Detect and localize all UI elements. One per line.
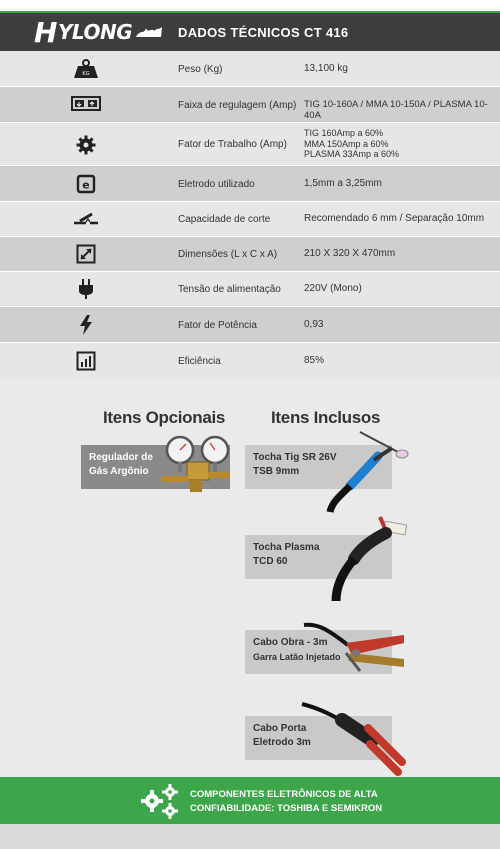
item-name-line: Cabo Porta	[253, 723, 307, 734]
spec-value: 85%	[304, 355, 325, 366]
spec-label: Eficiência	[178, 356, 221, 367]
electrode-holder-image	[298, 700, 410, 778]
spec-row-efficiency	[0, 343, 500, 379]
spec-value: 220V (Mono)	[304, 283, 362, 294]
spec-value: 210 X 320 X 470mm	[304, 248, 396, 259]
spec-row-duty-cycle	[0, 123, 500, 166]
header-specs-title: DADOS TÉCNICOS	[178, 25, 300, 40]
included-items-title: Itens Inclusos	[271, 408, 381, 427]
spec-label: Fator de Trabalho (Amp)	[178, 139, 287, 150]
gas-regulator-image	[160, 432, 242, 498]
item-name-line: Tocha Plasma	[253, 542, 320, 553]
spec-row-cutting	[0, 202, 500, 237]
value-line: TIG 160Amp a 60%	[304, 128, 384, 138]
spec-row-current-range	[0, 87, 500, 123]
weight-icon	[70, 57, 102, 81]
item-name-line: TCD 60	[253, 556, 288, 567]
spec-value: Recomendado 6 mm / Separação 10mm	[304, 213, 485, 224]
hylong-logo: H YLONG	[34, 19, 164, 45]
plug-icon	[70, 277, 102, 301]
item-name-line: TSB 9mm	[253, 466, 300, 477]
spec-label: Dimensões (L x C x A)	[178, 249, 278, 260]
item-name-line: Cabo Obra - 3m	[253, 637, 328, 648]
gears-icon	[140, 783, 184, 819]
spec-value: TIG 10-160A / MMA 10-150A / PLASMA 10-40A	[304, 99, 488, 121]
spec-row-electrode	[0, 166, 500, 202]
footer-text	[190, 788, 382, 816]
header-model: CT 416	[304, 25, 349, 40]
bar-chart-icon	[70, 349, 102, 373]
item-name-line: Gás Argônio	[89, 466, 149, 477]
item-name-line: Garra Latão Injetado	[253, 652, 341, 662]
item-name-line: Tocha Tig SR 26V	[253, 452, 337, 463]
value-line: MMA 150Amp a 60%	[304, 138, 389, 149]
spec-row-power-factor	[0, 307, 500, 343]
spec-label: Peso (Kg)	[178, 64, 223, 75]
specs-header	[0, 12, 500, 51]
cutting-torch-icon	[70, 207, 102, 231]
value-line: PLASMA 33Amp a 60%	[304, 149, 400, 159]
svg-text:e: e	[82, 178, 90, 192]
electrode-icon	[70, 172, 102, 196]
spec-value: 13,100 kg	[304, 63, 348, 74]
svg-text:KG: KG	[82, 71, 90, 77]
spec-value-multiline	[304, 128, 399, 160]
spec-row-weight	[0, 51, 500, 87]
spec-label: Eletrodo utilizado	[178, 179, 255, 190]
spec-label: Faixa de regulagem (Amp)	[178, 100, 297, 111]
spec-label: Tensão de alimentação	[178, 284, 281, 295]
item-name-line: Eletrodo 3m	[253, 737, 311, 748]
footer-line: COMPONENTES ELETRÔNICOS DE ALTA	[190, 789, 378, 800]
spec-label: Fator de Potência	[178, 320, 257, 331]
item-name-line: Regulador de	[89, 452, 153, 463]
gear-icon	[70, 133, 102, 157]
spec-row-voltage	[0, 272, 500, 307]
spec-label: Capacidade de corte	[178, 214, 271, 225]
spec-row-dimensions	[0, 237, 500, 272]
current-range-icon	[70, 93, 102, 117]
tig-torch-image	[320, 430, 410, 516]
lightning-icon	[70, 313, 102, 337]
footer-line: CONFIABILIDADE: TOSHIBA E SEMIKRON	[190, 803, 383, 814]
spec-value: 0,93	[304, 319, 324, 330]
flame-icon	[134, 25, 164, 39]
dimensions-icon	[70, 242, 102, 266]
ground-clamp-image	[300, 615, 410, 677]
top-border	[0, 0, 500, 12]
bottom-strip	[0, 824, 500, 849]
optional-items-title: Itens Opcionais	[103, 408, 226, 427]
footer-banner	[0, 777, 500, 824]
plasma-torch-image	[326, 515, 410, 605]
spec-value: 1,5mm a 3,25mm	[304, 178, 382, 189]
